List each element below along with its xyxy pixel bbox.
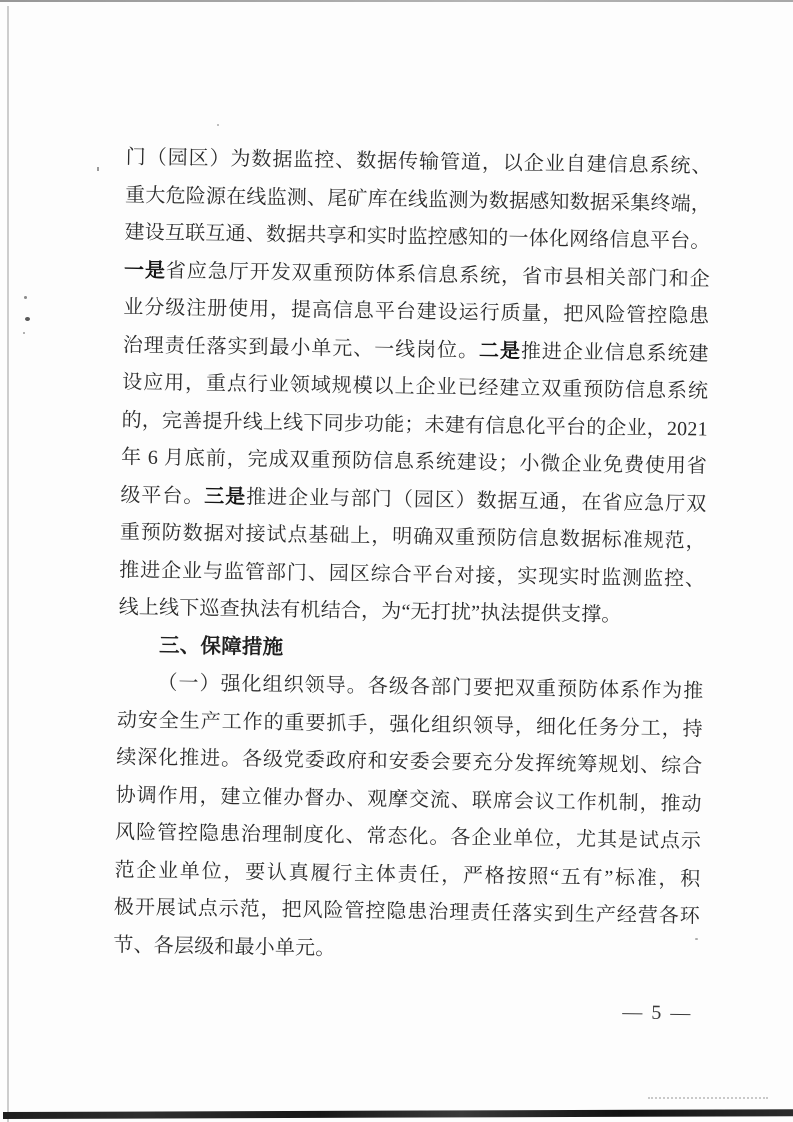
line-text: 线上线下巡查执法有机结合，为“无打扰”执法提供支撑。 <box>118 596 622 627</box>
line-text: 设应用，重点行业领域规模以上企业已经建立双重预防信息系统 <box>122 371 709 403</box>
line-text: 动安全生产工作的重要抓手，强化组织领导，细化任务分工，持 <box>116 708 704 741</box>
line-text: （一）强化组织领导。各级各部门要把双重预防体系作为推 <box>157 671 704 703</box>
line-text: 治理责任落实到最小单元、一线岗位。 <box>122 333 480 362</box>
line-text: 节、各层级和最小单元。 <box>113 933 336 960</box>
line-text: 的，完善提升线上线下同步功能；未建有信息化平台的企业，2021 <box>121 408 708 441</box>
line-text: 年 6 月底前，完成双重预防信息系统建设；小微企业免费使用省 <box>120 446 708 478</box>
line-text: 极开展试点示范，把风险管控隐患治理责任落实到生产经营各环 <box>113 896 701 928</box>
line-text: 续深化推进。各级党委政府和安委会要充分发挥统筹规划、综合 <box>116 746 703 778</box>
scan-top-edge-line <box>0 0 793 2</box>
line-text: 推进企业与部门（园区）数据互通，在省应急厅双 <box>246 485 707 516</box>
scan-speck <box>25 317 30 321</box>
scan-speck <box>217 124 219 126</box>
line-text: 门（园区）为数据监控、数据传输管道，以企业自建信息系统、 <box>125 146 712 178</box>
line-text: 业分级注册使用，提高信息平台建设运行质量，把风险管控隐患 <box>123 296 710 328</box>
scan-left-edge-line <box>7 6 9 1122</box>
scan-speck <box>97 167 99 171</box>
line-text: 建设互联互通、数据共享和实时监控感知的一体化网络信息平台。 <box>124 221 711 253</box>
line-text: 推进企业信息系统建 <box>520 340 709 366</box>
scan-speck <box>24 296 27 299</box>
line-text: 重预防数据对接试点基础上，明确双重预防信息数据标准规范， <box>119 521 706 553</box>
line-text: 省应急厅开发双重预防体系信息系统，省市县相关部门和企 <box>165 259 711 291</box>
scan-bottom-shadow-band <box>3 1109 793 1119</box>
scan-speck <box>23 332 25 334</box>
line-text: 重大危险源在线监测、尾矿库在线监测为数据感知数据采集终端， <box>124 183 712 216</box>
line-text: 范企业单位，要认真履行主体责任，严格按照“五有”标准，积 <box>114 858 701 891</box>
section-heading: 三、保障措施 <box>158 634 284 659</box>
line-text: 级平台。 <box>120 483 205 508</box>
line-text: 风险管控隐患治理制度化、常态化。各企业单位，尤其是试点示 <box>114 821 702 853</box>
line-bold-run: 二是 <box>478 339 522 363</box>
page-number: — 5 — <box>622 1001 693 1025</box>
document-text-block <box>112 139 712 1033</box>
line-bold-run: 三是 <box>204 485 247 508</box>
line-bold-run: 一是 <box>123 258 167 282</box>
line-text: 协调作用，建立催办督办、观摩交流、联席会议工作机制，推动 <box>115 783 702 816</box>
line-text: 推进企业与监管部门、园区综合平台对接，实现实时监测监控、 <box>119 558 706 591</box>
scan-dotted-artifact <box>648 1097 768 1099</box>
